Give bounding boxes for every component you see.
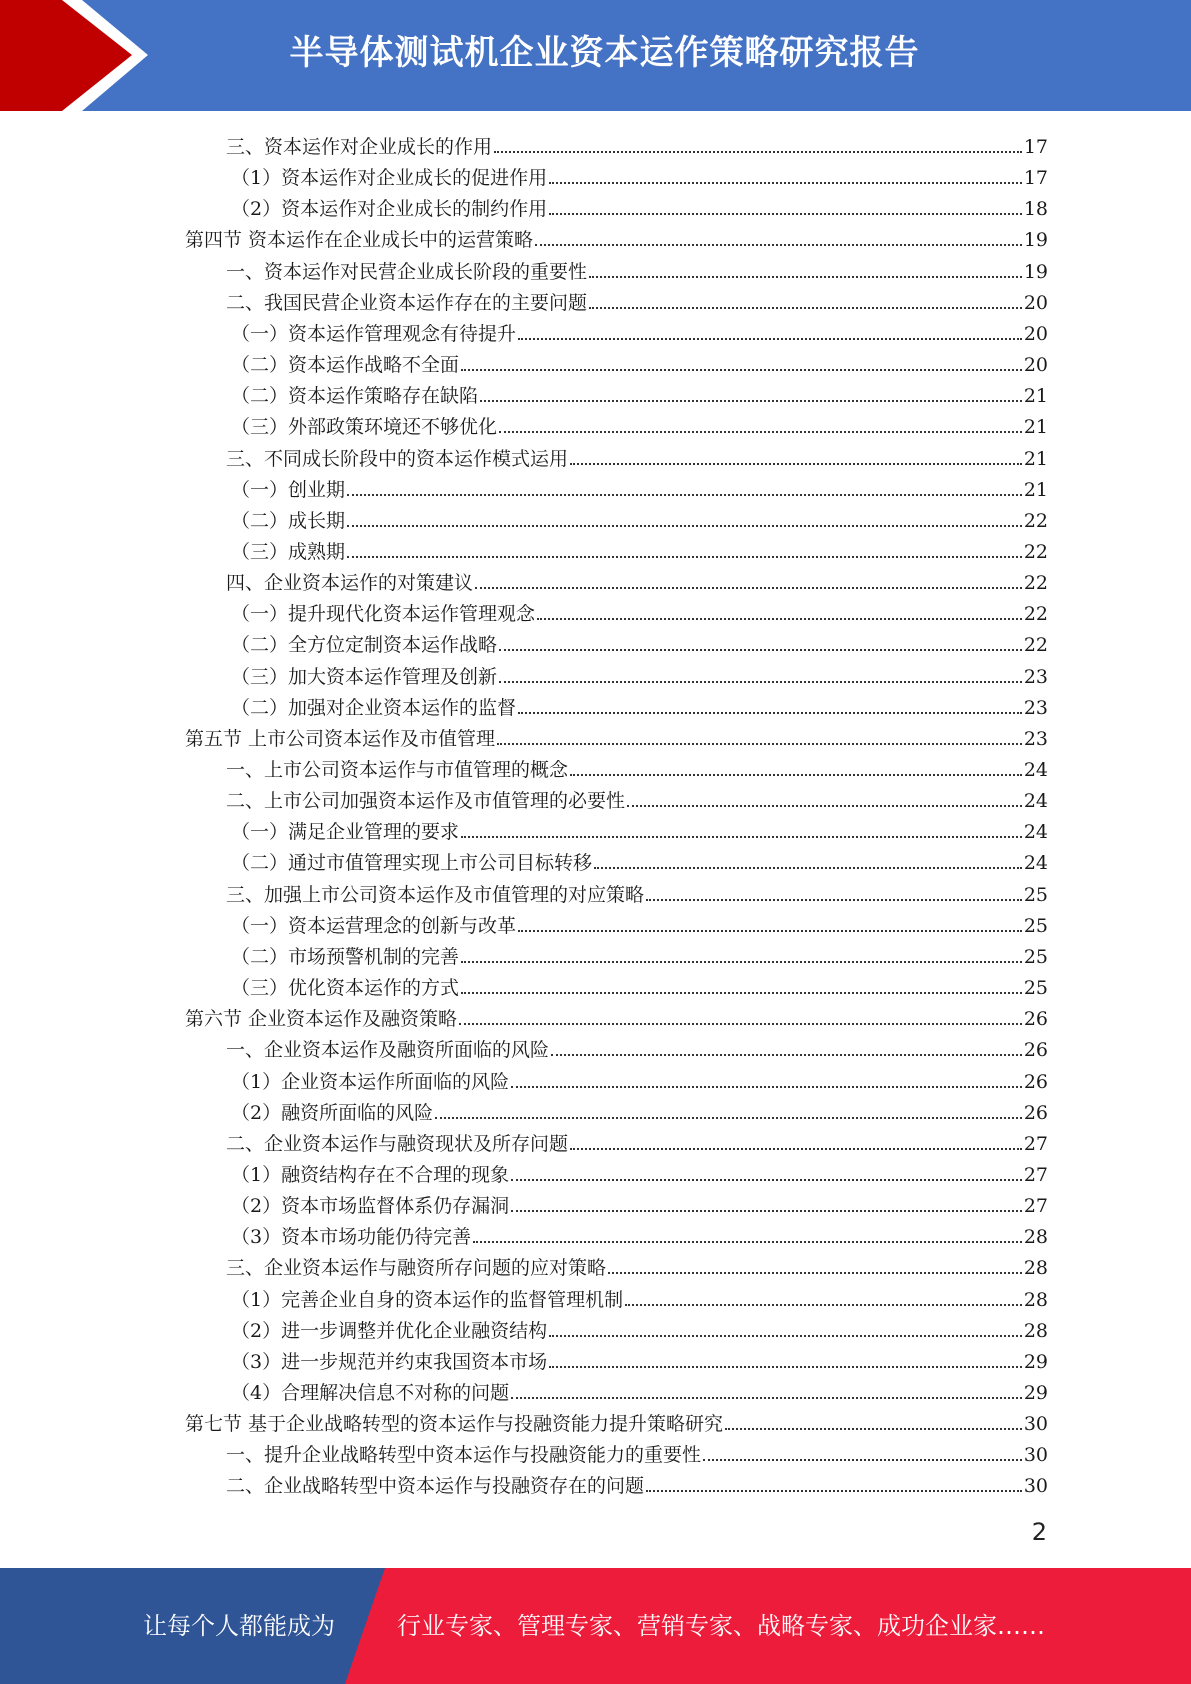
toc-entry-page: 26 [1023, 1070, 1048, 1093]
toc-entry-page: 30 [1023, 1444, 1048, 1467]
toc-entry-label: （一）创业期 [231, 478, 346, 501]
toc-entry-label: （一）提升现代化资本运作管理观念 [231, 603, 536, 626]
toc-dot-leader [549, 213, 1022, 215]
toc-entry-page: 24 [1023, 759, 1048, 781]
toc-entry-label: （三）加大资本运作管理及创新 [231, 665, 498, 688]
toc-entry-page: 23 [1023, 696, 1048, 719]
toc-entry-page: 21 [1023, 385, 1048, 408]
toc-entry[interactable] [231, 1063, 1048, 1094]
toc-entry-page: 25 [1023, 945, 1048, 968]
toc-entry[interactable] [231, 502, 1048, 533]
toc-entry-label: （二）市场预警机制的完善 [231, 945, 460, 968]
toc-entry[interactable] [231, 626, 1048, 657]
toc-entry-label: （二）资本运作战略不全面 [231, 354, 460, 377]
toc-dot-leader [473, 1241, 1022, 1243]
toc-entry-page: 27 [1023, 1163, 1048, 1186]
toc-entry-label: （二）加强对企业资本运作的监督 [231, 696, 517, 719]
toc-entry-label: 三、资本运作对企业成长的作用 [226, 136, 493, 158]
toc-entry-label: 二、企业资本运作与融资现状及所存问题 [226, 1132, 569, 1155]
toc-dot-leader [589, 276, 1022, 278]
toc-entry[interactable] [226, 1249, 1048, 1280]
toc-entry-page: 23 [1023, 727, 1048, 750]
toc-entry-label: 第七节 基于企业战略转型的资本运作与投融资能力提升策略研究 [185, 1413, 724, 1436]
toc-entry[interactable] [226, 751, 1048, 782]
toc-entry-page: 22 [1023, 634, 1048, 657]
toc-entry-page: 24 [1023, 852, 1048, 875]
toc-dot-leader [494, 151, 1022, 153]
toc-dot-leader [347, 494, 1022, 496]
toc-entry-label: （二）通过市值管理实现上市公司目标转移 [231, 852, 593, 875]
footer-slogan-left: 让每个人都能成为 [143, 1612, 335, 1640]
toc-dot-leader [627, 805, 1022, 807]
toc-entry-label: 一、资本运作对民营企业成长阶段的重要性 [226, 260, 588, 283]
toc-entry-page: 21 [1023, 447, 1048, 470]
toc-entry-page: 28 [1023, 1319, 1048, 1342]
toc-entry[interactable] [226, 782, 1048, 813]
toc-entry[interactable] [231, 658, 1048, 689]
toc-entry-page: 28 [1023, 1226, 1048, 1249]
toc-entry-label: 二、我国民营企业资本运作存在的主要问题 [226, 291, 588, 314]
toc-entry[interactable] [231, 1312, 1048, 1343]
toc-dot-leader [511, 1397, 1022, 1399]
toc-dot-leader [511, 1086, 1022, 1088]
toc-entry[interactable] [185, 720, 1048, 751]
toc-entry-label: （三）成熟期 [231, 540, 346, 563]
toc-entry-label: 四、企业资本运作的对策建议 [226, 572, 474, 595]
toc-entry-page: 21 [1023, 478, 1048, 501]
toc-dot-leader [511, 1179, 1022, 1181]
toc-entry[interactable] [226, 128, 1048, 159]
toc-entry-page: 24 [1023, 790, 1048, 813]
toc-entry-page: 22 [1023, 540, 1048, 563]
toc-entry-label: （1）融资结构存在不合理的现象 [231, 1163, 510, 1186]
toc-dot-leader [646, 1490, 1022, 1492]
toc-dot-leader [725, 1428, 1022, 1430]
toc-dot-leader [549, 1335, 1022, 1337]
toc-entry-label: （2）资本运作对企业成长的制约作用 [231, 198, 548, 221]
toc-dot-leader [570, 463, 1022, 465]
toc-entry[interactable] [185, 1000, 1048, 1031]
toc-entry-page: 28 [1023, 1288, 1048, 1311]
toc-entry-label: （3）进一步规范并约束我国资本市场 [231, 1350, 548, 1373]
toc-entry-label: 一、企业资本运作及融资所面临的风险 [226, 1039, 550, 1062]
toc-entry-label: （1）完善企业自身的资本运作的监督管理机制 [231, 1288, 624, 1311]
toc-entry-page: 22 [1023, 603, 1048, 626]
toc-dot-leader [499, 649, 1022, 651]
toc-entry[interactable] [231, 595, 1048, 626]
toc-dot-leader [570, 1148, 1022, 1150]
toc-dot-leader [475, 587, 1022, 589]
toc-entry-label: 第六节 企业资本运作及融资策略 [185, 1008, 458, 1031]
toc-entry-page: 26 [1023, 1008, 1048, 1031]
toc-entry[interactable] [231, 1281, 1048, 1312]
toc-entry-page: 18 [1023, 198, 1048, 221]
toc-dot-leader [459, 1023, 1022, 1025]
toc-entry-label: （2）进一步调整并优化企业融资结构 [231, 1319, 548, 1342]
toc-entry[interactable] [226, 564, 1048, 595]
toc-entry-label: 三、不同成长阶段中的资本运作模式运用 [226, 447, 569, 470]
toc-dot-leader [570, 774, 1022, 776]
toc-entry-label: （3）资本市场功能仍待完善 [231, 1226, 472, 1249]
toc-entry-label: （三）优化资本运作的方式 [231, 977, 460, 1000]
toc-entry[interactable] [185, 1405, 1048, 1436]
toc-entry-label: （2）资本市场监督体系仍存漏洞 [231, 1195, 510, 1218]
toc-entry-page: 26 [1023, 1039, 1048, 1062]
toc-entry-page: 17 [1023, 167, 1048, 190]
toc-entry-page: 25 [1023, 914, 1048, 937]
toc-entry[interactable] [231, 377, 1048, 408]
toc-dot-leader [461, 369, 1022, 371]
toc-entry-label: （三）外部政策环境还不够优化 [231, 416, 498, 439]
toc-entry[interactable] [231, 938, 1048, 969]
toc-entry[interactable] [231, 346, 1048, 377]
toc-entry-label: （1）企业资本运作所面临的风险 [231, 1070, 510, 1093]
toc-entry-page: 30 [1023, 1413, 1048, 1436]
toc-entry-page: 20 [1023, 354, 1048, 377]
toc-entry[interactable] [231, 907, 1048, 938]
toc-dot-leader [499, 681, 1022, 683]
toc-entry[interactable] [226, 1031, 1048, 1062]
toc-entry[interactable] [231, 689, 1048, 720]
toc-entry-label: （二）全方位定制资本运作战略 [231, 634, 498, 657]
toc-dot-leader [625, 1304, 1022, 1306]
toc-entry[interactable] [231, 190, 1048, 221]
toc-dot-leader [549, 1366, 1022, 1368]
toc-entry-page: 26 [1023, 1101, 1048, 1124]
toc-dot-leader [703, 1459, 1022, 1461]
toc-entry-label: 二、企业战略转型中资本运作与投融资存在的问题 [226, 1475, 645, 1498]
toc-dot-leader [480, 400, 1022, 402]
toc-dot-leader [535, 244, 1022, 246]
toc-entry[interactable] [231, 1218, 1048, 1249]
toc-entry-page: 29 [1023, 1350, 1048, 1373]
toc-entry[interactable] [226, 876, 1048, 907]
toc-entry-label: （二）资本运作策略存在缺陷 [231, 385, 479, 408]
toc-entry-label: 一、上市公司资本运作与市值管理的概念 [226, 759, 569, 781]
toc-entry-page: 20 [1023, 291, 1048, 314]
toc-entry-page: 19 [1023, 260, 1048, 283]
toc-dot-leader [537, 618, 1022, 620]
toc-dot-leader [518, 930, 1022, 932]
toc-entry[interactable] [231, 315, 1048, 346]
toc-entry[interactable] [231, 1343, 1048, 1374]
toc-entry-page: 27 [1023, 1132, 1048, 1155]
toc-dot-leader [347, 525, 1022, 527]
page-number: 2 [1031, 1518, 1047, 1546]
toc-entry-page: 17 [1023, 136, 1048, 158]
toc-dot-leader [594, 867, 1022, 869]
toc-entry[interactable] [231, 1374, 1048, 1405]
toc-entry-page: 23 [1023, 665, 1048, 688]
toc-dot-leader [461, 992, 1022, 994]
toc-entry-page: 25 [1023, 977, 1048, 1000]
document-title: 半导体测试机企业资本运作策略研究报告 [289, 33, 920, 73]
toc-entry-label: 三、加强上市公司资本运作及市值管理的对应策略 [226, 883, 645, 906]
toc-entry-page: 27 [1023, 1195, 1048, 1218]
toc-dot-leader [551, 1054, 1022, 1056]
page-footer [0, 1568, 1191, 1684]
toc-entry[interactable] [231, 813, 1048, 844]
toc-entry[interactable] [226, 1125, 1048, 1156]
toc-entry-page: 24 [1023, 821, 1048, 844]
toc-dot-leader [589, 307, 1022, 309]
toc-entry-label: 二、上市公司加强资本运作及市值管理的必要性 [226, 790, 626, 813]
toc-entry-label: （1）资本运作对企业成长的促进作用 [231, 167, 548, 190]
toc-dot-leader [499, 431, 1022, 433]
toc-entry-label: （2）融资所面临的风险 [231, 1101, 434, 1124]
toc-entry-label: （一）资本运作管理观念有待提升 [231, 322, 517, 345]
toc-entry[interactable] [231, 408, 1048, 439]
toc-dot-leader [511, 1210, 1022, 1212]
toc-entry-page: 29 [1023, 1382, 1048, 1404]
toc-entry-label: 一、提升企业战略转型中资本运作与投融资能力的重要性 [226, 1444, 702, 1467]
toc-entry[interactable] [226, 253, 1048, 284]
toc-dot-leader [461, 961, 1022, 963]
toc-entry-label: （一）资本运营理念的创新与改革 [231, 914, 517, 937]
toc-entry[interactable] [231, 969, 1048, 1000]
footer-slogan-right: 行业专家、管理专家、营销专家、战略专家、成功企业家…… [397, 1612, 1045, 1640]
toc-dot-leader [518, 338, 1022, 340]
toc-dot-leader [347, 556, 1022, 558]
toc-entry[interactable] [231, 1156, 1048, 1187]
toc-entry[interactable] [231, 1187, 1048, 1218]
toc-entry-label: 三、企业资本运作与融资所存问题的应对策略 [226, 1257, 607, 1280]
toc-entry-label: （二）成长期 [231, 509, 346, 532]
toc-entry-page: 21 [1023, 416, 1048, 439]
toc-dot-leader [549, 182, 1022, 184]
toc-dot-leader [461, 836, 1022, 838]
toc-entry-page: 30 [1023, 1475, 1048, 1498]
toc-dot-leader [518, 712, 1022, 714]
toc-entry-page: 28 [1023, 1257, 1048, 1280]
toc-dot-leader [646, 899, 1022, 901]
toc-entry[interactable] [226, 284, 1048, 315]
toc-entry[interactable] [231, 159, 1048, 190]
page-header [0, 0, 1191, 111]
toc-entry[interactable] [231, 533, 1048, 564]
toc-entry[interactable] [226, 1436, 1048, 1467]
toc-entry[interactable] [231, 1094, 1048, 1125]
toc-dot-leader [497, 743, 1022, 745]
toc-entry[interactable] [231, 471, 1048, 502]
toc-dot-leader [435, 1117, 1022, 1119]
toc-entry-page: 19 [1023, 229, 1048, 252]
toc-dot-leader [608, 1272, 1022, 1274]
toc-entry-page: 22 [1023, 509, 1048, 532]
toc-entry-label: （一）满足企业管理的要求 [231, 821, 460, 844]
toc-entry-page: 20 [1023, 322, 1048, 345]
toc-entry-label: 第四节 资本运作在企业成长中的运营策略 [185, 229, 534, 252]
toc-entry[interactable] [226, 440, 1048, 471]
toc-entry[interactable] [185, 221, 1048, 252]
toc-entry[interactable] [226, 1467, 1048, 1498]
toc-entry-label: 第五节 上市公司资本运作及市值管理 [185, 727, 496, 750]
toc-entry-page: 22 [1023, 572, 1048, 595]
toc-entry-page: 25 [1023, 883, 1048, 906]
toc-entry-label: （4）合理解决信息不对称的问题 [231, 1382, 510, 1404]
toc-entry[interactable] [231, 844, 1048, 875]
